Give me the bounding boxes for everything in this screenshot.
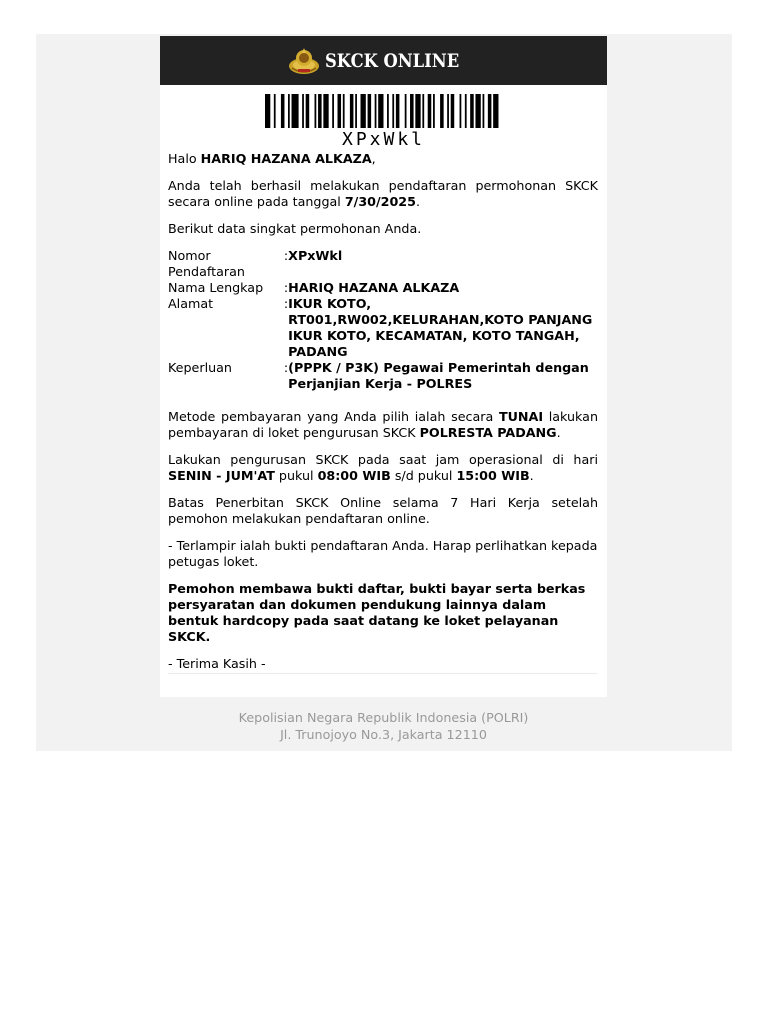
registration-details — [168, 248, 598, 392]
intro-paragraph: Anda telah berhasil melakukan pendaftaran permohonan SKCK secara online pada tanggal 7/30/2025. — [168, 178, 598, 209]
detail-label: Nomor Pendaftaran — [168, 248, 245, 279]
detail-row-nomor: Nomor Pendaftaran : XPxWkl — [168, 248, 598, 280]
brand — [287, 46, 481, 76]
detail-label: Alamat — [168, 296, 214, 311]
email-footer — [160, 710, 607, 743]
schedule-paragraph: Lakukan pengurusan SKCK pada saat jam operasional di hari SENIN - JUM'AT pukul 08:00 WIB s/d pukul 15:00 WIB. — [168, 452, 598, 483]
barcode — [265, 94, 502, 128]
email-header — [160, 36, 607, 85]
attachment-note: - Terlampir ialah bukti pendaftaran Anda. Harap perlihatkan kepada petugas loket. — [168, 538, 598, 569]
brand-title: SKCK ONLINE — [324, 49, 459, 72]
detail-row-nama: Nama Lengkap : HARIQ HAZANA ALKAZA — [168, 280, 598, 296]
registration-date: 7/30/2025 — [344, 194, 416, 209]
footer-organization: Kepolisian Negara Republik Indonesia (POLRI) — [238, 710, 529, 725]
detail-value: HARIQ HAZANA ALKAZA — [288, 280, 460, 295]
closing-text: - Terima Kasih - — [168, 656, 266, 671]
email-body — [168, 151, 598, 683]
detail-label: Nama Lengkap — [168, 280, 264, 295]
operational-days: SENIN - JUM'AT — [168, 468, 275, 483]
barcode-code: XPxWkl — [341, 129, 426, 150]
divider — [168, 673, 598, 674]
payment-paragraph: Metode pembayaran yang Anda pilih ialah secara TUNAI lakukan pembayaran di loket pengurusan SKCK POLRESTA PADANG. — [168, 409, 598, 440]
polri-emblem-icon — [287, 46, 321, 76]
detail-value: IKUR KOTO, RT001,RW002,KELURAHAN,KOTO PANJANG IKUR KOTO, KECAMATAN, KOTO TANGAH, PADANG — [288, 296, 593, 359]
start-time: 08:00 WIB — [317, 468, 391, 483]
detail-row-alamat: Alamat : IKUR KOTO, RT001,RW002,KELURAHAN,KOTO PANJANG IKUR KOTO, KECAMATAN, KOTO TANGAH, PADANG — [168, 296, 598, 360]
detail-label: Keperluan — [168, 360, 232, 375]
requirement-note: Pemohon membawa bukti daftar, bukti bayar serta berkas persyaratan dan dokumen pendukung lainnya dalam bentuk hardcopy pada saat datang ke loket pelayanan SKCK. — [168, 581, 586, 644]
footer-address: Jl. Trunojoyo No.3, Jakarta 12110 — [280, 726, 487, 742]
greeting: Halo HARIQ HAZANA ALKAZA, — [168, 151, 376, 166]
summary-intro: Berikut data singkat permohonan Anda. — [168, 221, 422, 236]
detail-row-keperluan: Keperluan : (PPPK / P3K) Pegawai Pemerintah dengan Perjanjian Kerja - POLRES — [168, 360, 598, 392]
payment-location: POLRESTA PADANG — [419, 425, 557, 440]
detail-value: (PPPK / P3K) Pegawai Pemerintah dengan Perjanjian Kerja - POLRES — [288, 360, 589, 391]
payment-method: TUNAI — [498, 409, 544, 424]
detail-value: XPxWkl — [288, 248, 343, 263]
end-time: 15:00 WIB — [456, 468, 530, 483]
deadline-paragraph: Batas Penerbitan SKCK Online selama 7 Hari Kerja setelah pemohon melakukan pendaftaran online. — [168, 495, 598, 526]
applicant-name: HARIQ HAZANA ALKAZA — [200, 151, 372, 166]
